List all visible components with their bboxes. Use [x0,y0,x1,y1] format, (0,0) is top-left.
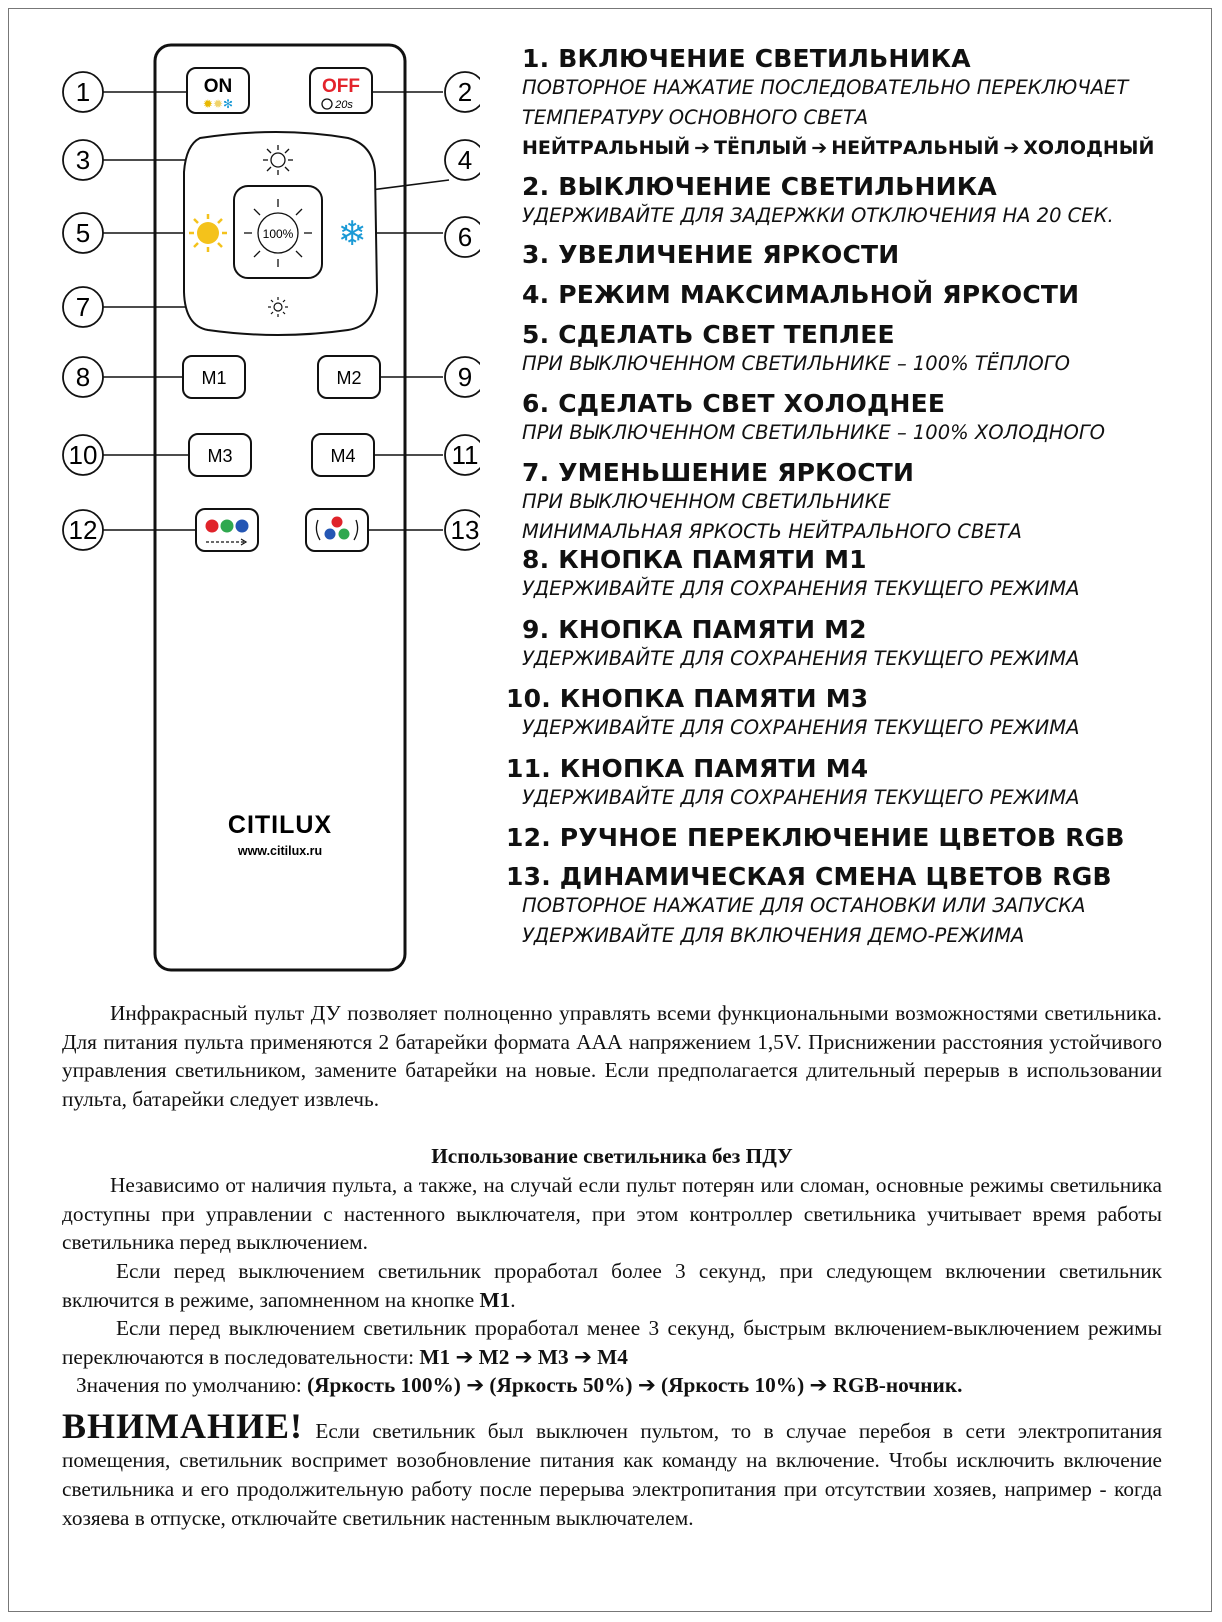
arrow-icon: ➔ [632,1373,662,1397]
instruction-subtext: УДЕРЖИВАЙТЕ ДЛЯ СОХРАНЕНИЯ ТЕКУЩЕГО РЕЖИМА [522,577,1080,600]
remote-diagram [40,30,480,990]
p4-sequence [307,1373,962,1397]
paragraph-1 [62,1171,1162,1257]
callout-13 [445,510,480,550]
arrow-icon: ➔ [804,1373,833,1397]
callout-number: 4 [457,145,473,175]
sequence-step: М2 [478,1344,510,1369]
callout-9 [445,357,480,397]
sequence-step: (Яркость 10%) [661,1373,805,1397]
m4-label: M4 [330,446,356,466]
callout-number: 11 [451,440,479,470]
sequence-step: ТЁПЛЫЙ [714,137,808,159]
instruction-title: 5. СДЕЛАТЬ СВЕТ ТЕПЛЕЕ [522,320,895,349]
callout-number: 3 [75,145,91,175]
instruction-subtext: ПОВТОРНОЕ НАЖАТИЕ ДЛЯ ОСТАНОВКИ ИЛИ ЗАПУСКА [522,894,1086,917]
off-button[interactable] [310,68,372,113]
arrow-icon: ➔ [1003,137,1020,159]
instruction-item [522,240,1202,269]
callout-number: 2 [457,77,473,107]
max-brightness-button[interactable] [234,186,322,278]
off-label: OFF [322,76,360,97]
brand-url: www.citilux.ru [237,844,323,858]
callout-10 [63,435,103,475]
instruction-subtext: УДЕРЖИВАЙТЕ ДЛЯ ВКЛЮЧЕНИЯ ДЕМО-РЕЖИМА [522,924,1025,947]
sequence-step: (Яркость 100%) [307,1373,461,1397]
paragraph-3 [62,1314,1162,1371]
m1-button[interactable] [183,356,245,398]
instruction-item [506,754,1186,813]
arrow-icon: ➔ [509,1344,538,1369]
callout-4 [445,140,480,180]
callout-2 [445,72,480,112]
warning-paragraph [62,1406,1162,1533]
instruction-title: 12. РУЧНОЕ ПЕРЕКЛЮЧЕНИЕ ЦВЕТОВ RGB [506,823,1125,852]
arrow-icon: ➔ [460,1373,490,1397]
callout-number: 6 [457,222,473,252]
colder-button[interactable] [338,214,367,254]
callout-number: 8 [75,362,91,392]
instruction-item [506,862,1186,951]
on-label: ON [203,76,233,97]
arrow-icon: ➔ [811,137,828,159]
instruction-subtext: МИНИМАЛЬНАЯ ЯРКОСТЬ НЕЙТРАЛЬНОГО СВЕТА [522,520,1022,543]
rgb-manual-button[interactable] [196,509,258,551]
sequence-step: М4 [597,1344,628,1369]
callout-1 [63,72,103,112]
instruction-title: 2. ВЫКЛЮЧЕНИЕ СВЕТИЛЬНИКА [522,172,997,201]
intro-paragraph [62,999,1162,1113]
instruction-title: 3. УВЕЛИЧЕНИЕ ЯРКОСТИ [522,240,900,269]
callout-number: 10 [68,440,98,470]
sequence-step: М1 [419,1344,451,1369]
temperature-sequence [522,133,1202,163]
instruction-title: 6. СДЕЛАТЬ СВЕТ ХОЛОДНЕЕ [522,389,946,418]
instruction-subtext: ПОВТОРНОЕ НАЖАТИЕ ПОСЛЕДОВАТЕЛЬНО ПЕРЕКЛЮЧАЕТ [522,76,1129,99]
paragraph-2: Если перед выключением светильник проработал более 3 секунд, при следующем включении светильник включится в режиме, запомненном на кнопке М1. [62,1259,1162,1312]
arrow-icon: ➔ [568,1344,598,1369]
paragraph-4 [62,1371,1176,1400]
arrow-icon: ➔ [694,137,711,159]
instruction-subtext: УДЕРЖИВАЙТЕ ДЛЯ СОХРАНЕНИЯ ТЕКУЩЕГО РЕЖИМА [522,647,1080,670]
m3-label: M3 [207,446,233,466]
callout-7 [63,287,103,327]
instruction-title: 7. УМЕНЬШЕНИЕ ЯРКОСТИ [522,458,915,487]
m4-button[interactable] [312,434,374,476]
callout-8 [63,357,103,397]
callout-12 [63,510,103,550]
instruction-subtext: УДЕРЖИВАЙТЕ ДЛЯ ЗАДЕРЖКИ ОТКЛЮЧЕНИЯ НА 20 СЕК. [522,204,1114,227]
instruction-item [522,458,1202,547]
section-heading: Использование светильника без ПДУ [431,1144,793,1168]
callout-5 [63,213,103,253]
instruction-item [522,320,1202,379]
instruction-title: 1. ВКЛЮЧЕНИЕ СВЕТИЛЬНИКА [522,44,971,73]
instruction-title: 11. КНОПКА ПАМЯТИ М4 [506,754,869,783]
p3-sequence [419,1345,628,1369]
instruction-subtext: ТЕМПЕРАТУРУ ОСНОВНОГО СВЕТА [522,106,869,129]
sequence-step: RGB-ночник. [832,1373,963,1397]
snowflake-icon: ❄ [337,214,367,254]
sequence-step: НЕЙТРАЛЬНЫЙ [831,137,1000,159]
callout-number: 13 [450,515,480,545]
rgb-dynamic-button[interactable] [306,509,368,551]
instruction-item [522,44,1202,163]
instruction-item [522,172,1202,231]
instruction-title: 4. РЕЖИМ МАКСИМАЛЬНОЙ ЯРКОСТИ [522,280,1080,309]
warning-title: ВНИМАНИЕ! [62,1406,303,1446]
instruction-subtext: УДЕРЖИВАЙТЕ ДЛЯ СОХРАНЕНИЯ ТЕКУЩЕГО РЕЖИМА [522,716,1080,739]
m2-label: M2 [336,368,362,388]
brand-logo: CITILUX [227,811,333,839]
callout-number: 12 [68,515,98,545]
instruction-title: 8. КНОПКА ПАМЯТИ М1 [522,545,867,574]
off-timer: 20s [335,99,353,111]
m3-button[interactable] [189,434,251,476]
warning-body: Если светильник был выключен пультом, то в случае перебоя в сети электропитания помещения, светильник воспримет возобновление питания как команду на включение. Чтобы исключить включение светильника и его продолжительную работу после перерыва электропитания при отсутствии хозяев, например - когда хозяева в отпуске, отключайте светильник настенным выключателем. [62,1419,1162,1530]
sequence-step: М3 [537,1344,569,1369]
instruction-subtext: ПРИ ВЫКЛЮЧЕННОМ СВЕТИЛЬНИКЕ – 100% ХОЛОДНОГО [522,421,1106,444]
sequence-step: НЕЙТРАЛЬНЫЙ [522,137,691,159]
instruction-item [522,280,1202,309]
p2-text: Если перед выключением светильник проработал более 3 секунд, при следующем включении светильник включится в режиме, запомненном на кнопке [62,1259,1162,1312]
callout-11 [445,435,480,475]
intro-text: Инфракрасный пульт ДУ позволяет полноценно управлять всеми функциональными возможностями светильника. Для питания пульта применяются 2 батарейки формата ААА напряжением 1,5V. Приснижении расстояния устойчивого управления светильником, замените батарейки на новые. Если предполагается длительный перерыв в использовании пульта, батарейки следует извлечь. [62,1001,1162,1111]
callout-3 [63,140,103,180]
callout-number: 7 [75,292,91,322]
p2-m1: М1 [479,1287,511,1312]
instruction-title: 10. КНОПКА ПАМЯТИ М3 [506,684,869,713]
instruction-title: 13. ДИНАМИЧЕСКАЯ СМЕНА ЦВЕТОВ RGB [506,862,1112,891]
instruction-item [506,823,1186,852]
p4-text: Значения по умолчанию: [76,1373,308,1397]
max-label: 100% [262,227,294,241]
callout-number: 1 [75,77,91,107]
instruction-subtext: УДЕРЖИВАЙТЕ ДЛЯ СОХРАНЕНИЯ ТЕКУЩЕГО РЕЖИМА [522,786,1080,809]
sequence-step: (Яркость 50%) [489,1373,633,1397]
instruction-item [522,545,1202,604]
sequence-step: ХОЛОДНЫЙ [1023,137,1155,159]
arrow-icon: ➔ [450,1344,479,1369]
m2-button[interactable] [318,356,380,398]
callout-number: 9 [457,362,473,392]
p3-text: Если перед выключением светильник проработал менее 3 секунд, быстрым включением-выключением режимы переключаются в последовательности: [62,1316,1162,1369]
instruction-item [522,389,1202,448]
instruction-item [522,615,1202,674]
m1-label: M1 [201,368,227,388]
instruction-subtext: ПРИ ВЫКЛЮЧЕННОМ СВЕТИЛЬНИКЕ [522,490,891,513]
callout-number: 5 [75,218,91,248]
rgb-dots-icon [206,520,249,533]
callout-6 [445,217,480,257]
on-temp-icons: ✹✹✻ [202,97,234,111]
instruction-subtext: ПРИ ВЫКЛЮЧЕННОМ СВЕТИЛЬНИКЕ – 100% ТЁПЛОГО [522,352,1070,375]
instruction-title: 9. КНОПКА ПАМЯТИ М2 [522,615,867,644]
p1-text: Независимо от наличия пульта, а также, на случай если пульт потерян или сломан, основные режимы светильника доступны при управлении с настенного выключателя, при этом контроллер светильника учитывает время работы светильника перед выключением. [62,1173,1162,1255]
on-button[interactable] [187,68,249,113]
instruction-item [506,684,1186,743]
